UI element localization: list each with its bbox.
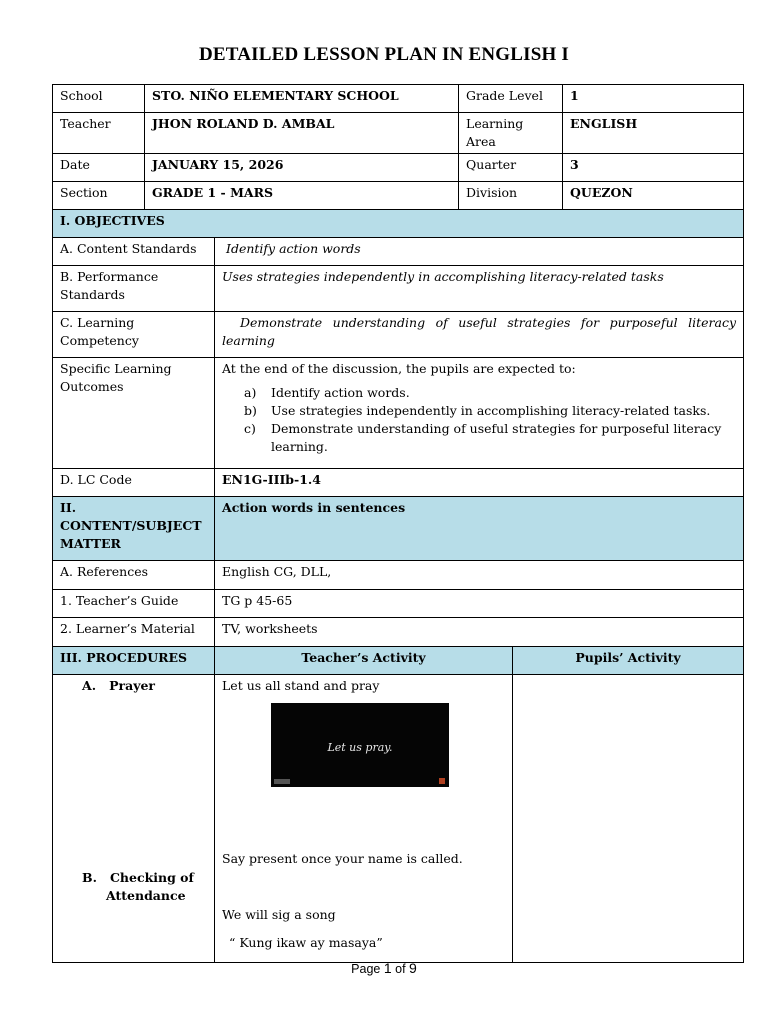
learners-material-label: 2. Learner’s Material xyxy=(53,618,215,647)
learning-outcomes-intro: At the end of the discussion, the pupils are expected to: xyxy=(222,361,576,376)
attendance-label: B. Checking of xyxy=(82,870,194,885)
video-logo-icon xyxy=(439,778,445,784)
performance-standards-row xyxy=(53,266,744,312)
teacher-activity-cell xyxy=(215,675,513,963)
teachers-guide-row xyxy=(53,590,744,618)
school-label: School xyxy=(53,85,145,113)
quarter-value: 3 xyxy=(563,154,744,182)
references-row xyxy=(53,561,744,590)
lesson-plan-table xyxy=(52,84,744,963)
objectives-heading-row xyxy=(53,210,744,238)
list-item: a) Identify action words. xyxy=(244,385,410,400)
references-value: English CG, DLL, xyxy=(215,561,744,590)
prayer-instruction: Let us all stand and pray xyxy=(222,678,380,693)
learning-outcomes-value xyxy=(215,358,744,469)
learning-outcomes-label: Specific Learning Outcomes xyxy=(53,358,215,469)
division-value: QUEZON xyxy=(563,182,744,210)
teachers-guide-value: TG p 45-65 xyxy=(215,590,744,618)
page-footer xyxy=(0,960,768,976)
procedures-heading-row xyxy=(53,647,744,675)
content-heading-row xyxy=(53,497,744,561)
date-value: JANUARY 15, 2026 xyxy=(145,154,459,182)
content-standards-label: A. Content Standards xyxy=(53,238,215,266)
performance-standards-value: Uses strategies independently in accomplishing literacy-related tasks xyxy=(215,266,744,312)
procedures-heading: III. PROCEDURES xyxy=(53,647,215,675)
date-label: Date xyxy=(53,154,145,182)
lc-code-value: EN1G-IIIb-1.4 xyxy=(215,469,744,497)
video-caption: Let us pray. xyxy=(327,741,393,754)
school-value: STO. NIÑO ELEMENTARY SCHOOL xyxy=(145,85,459,113)
division-label: Division xyxy=(459,182,563,210)
learning-competency-label: C. Learning Competency xyxy=(53,312,215,358)
content-standards-value: Identify action words xyxy=(215,238,744,266)
page-total: 9 xyxy=(409,960,417,976)
teacher-activity-heading: Teacher’s Activity xyxy=(215,647,513,675)
learning-competency-value: Demonstrate understanding of useful strategies for purposeful literacy learning xyxy=(215,312,744,358)
lc-code-row xyxy=(53,469,744,497)
learning-outcomes-row xyxy=(53,358,744,469)
lc-code-label: D. LC Code xyxy=(53,469,215,497)
learners-material-row xyxy=(53,618,744,647)
content-topic: Action words in sentences xyxy=(215,497,744,561)
section-value: GRADE 1 - MARS xyxy=(145,182,459,210)
of-word: of xyxy=(395,962,406,976)
prayer-label: A. Prayer xyxy=(82,678,155,693)
pupils-activity-cell xyxy=(513,675,744,963)
pupils-activity-heading: Pupils’ Activity xyxy=(513,647,744,675)
song-instruction: We will sig a song xyxy=(222,907,336,922)
page-number: 1 xyxy=(383,960,392,976)
grade-label: Grade Level xyxy=(459,85,563,113)
attendance-label-line-2: Attendance xyxy=(106,888,186,903)
section-label: Section xyxy=(53,182,145,210)
procedure-labels xyxy=(53,675,215,963)
teacher-label: Teacher xyxy=(53,113,145,154)
content-heading: II. CONTENT/SUBJECT MATTER xyxy=(53,497,215,561)
section-row xyxy=(53,182,744,210)
learners-material-value: TV, worksheets xyxy=(215,618,744,647)
grade-value: 1 xyxy=(563,85,744,113)
procedure-row xyxy=(53,675,744,963)
attendance-instruction: Say present once your name is called. xyxy=(222,851,463,866)
performance-standards-label: B. Performance Standards xyxy=(53,266,215,312)
teacher-row xyxy=(53,113,744,154)
learning-outcomes-list xyxy=(244,384,736,456)
school-row xyxy=(53,85,744,113)
teachers-guide-label: 1. Teacher’s Guide xyxy=(53,590,215,618)
video-control-icon xyxy=(274,779,290,784)
quarter-label: Quarter xyxy=(459,154,563,182)
area-value: ENGLISH xyxy=(563,113,744,154)
song-title: “ Kung ikaw ay masaya” xyxy=(229,935,383,950)
list-item: b) Use strategies independently in accomplishing literacy-related tasks. xyxy=(244,403,711,418)
list-item: c) Demonstrate understanding of useful strategies for purposeful literacy learning. xyxy=(244,421,722,454)
area-label: Learning Area xyxy=(459,113,563,154)
page-title: DETAILED LESSON PLAN IN ENGLISH I xyxy=(199,44,569,65)
objectives-heading: I. OBJECTIVES xyxy=(53,210,744,238)
learning-competency-row xyxy=(53,312,744,358)
date-row xyxy=(53,154,744,182)
content-standards-row xyxy=(53,238,744,266)
references-label: A. References xyxy=(53,561,215,590)
teacher-value: JHON ROLAND D. AMBAL xyxy=(145,113,459,154)
prayer-video-thumbnail[interactable] xyxy=(271,703,449,787)
page-word: Page xyxy=(351,962,381,976)
